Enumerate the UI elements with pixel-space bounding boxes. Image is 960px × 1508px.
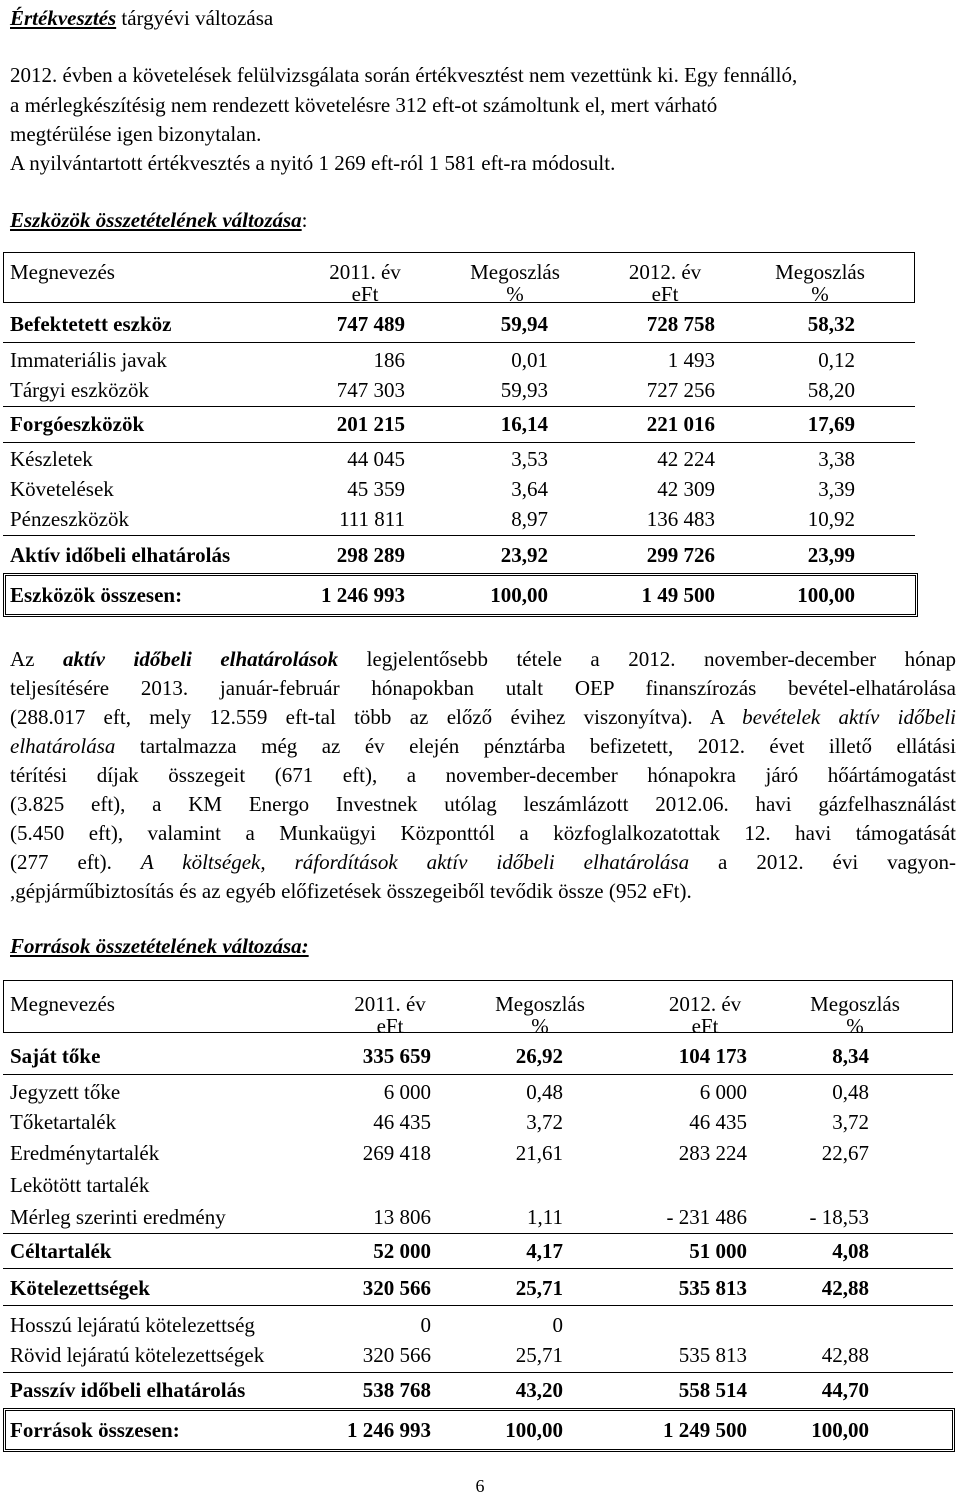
row-value-2011: 44 045	[347, 447, 405, 471]
row-share-2012: 22,67	[821, 1141, 869, 1165]
assets-header-2012: 2012. év	[628, 260, 702, 284]
table-row	[0, 1202, 960, 1232]
table-row	[0, 1375, 960, 1405]
row-value-2011: 335 659	[362, 1044, 431, 1068]
table-row	[0, 375, 960, 405]
row-label: Céltartalék	[10, 1239, 112, 1263]
accrual-line-5: térítési díjak összegeit (671 eft), a november-december hónapokra járó hőártámogatást	[10, 763, 956, 787]
assets-header-2011: 2011. év	[329, 260, 401, 284]
row-value-2012: 104 173	[678, 1044, 747, 1068]
row-share-2012: 0,12	[818, 348, 855, 372]
row-share-2012: 3,38	[818, 447, 855, 471]
row-value-2011: 111 811	[339, 507, 405, 531]
sources-title: Források összetételének változása:	[10, 934, 309, 958]
row-share-2011: 23,92	[500, 543, 548, 567]
assets-header-2012-unit: eFt	[651, 282, 679, 306]
table-row	[0, 444, 960, 474]
row-value-2011: 320 566	[362, 1343, 431, 1367]
assets-header-share-2012-unit: %	[811, 282, 829, 306]
row-value-2012: 46 435	[689, 1110, 747, 1134]
row-value-2011: 201 215	[336, 412, 405, 436]
row-share-2011: 100,00	[505, 1418, 563, 1442]
row-label: Aktív időbeli elhatárolás	[10, 543, 231, 567]
row-divider	[3, 1372, 953, 1373]
row-value-2011: 0	[420, 1313, 431, 1337]
assets-header-top-border	[3, 252, 915, 253]
row-label: Készletek	[10, 447, 93, 471]
row-share-2012: 0,48	[832, 1080, 869, 1104]
assets-title: Eszközök összetételének változása	[10, 208, 302, 232]
accrual-l3-emphasis: bevételek aktív időbeli	[742, 705, 956, 729]
row-value-2012: - 231 486	[666, 1205, 747, 1229]
impairment-line-1: 2012. évben a követelések felülvizsgálata során értékvesztést nem vezettünk ki. Egy fennálló,	[10, 63, 798, 87]
row-label: Rövid lejáratú kötelezettségek	[10, 1343, 265, 1367]
row-label: Befektetett eszköz	[10, 312, 172, 336]
row-divider	[3, 342, 915, 343]
row-value-2012: 1 249 500	[663, 1418, 747, 1442]
accrual-l4-b: tartalmazza még az év elején pénztárba befizetett, 2012. évet illető ellátási	[115, 734, 956, 758]
row-share-2012: 4,08	[832, 1239, 869, 1263]
impairment-line-4: A nyilvántartott értékvesztés a nyitó 1 269 eft-ról 1 581 eft-ra módosult.	[10, 151, 616, 175]
impairment-line-2: a mérlegkészítésig nem rendezett követelésre 312 eft-ot számoltunk el, mert várható	[10, 93, 718, 117]
table-row	[0, 1107, 960, 1137]
impairment-title-emphasis: Értékvesztés	[10, 6, 117, 30]
row-value-2011: 52 000	[373, 1239, 431, 1263]
row-divider	[3, 1233, 953, 1234]
row-label: Forgóeszközök	[10, 412, 145, 436]
row-label: Kötelezettségek	[10, 1276, 150, 1300]
row-value-2012: 51 000	[689, 1239, 747, 1263]
row-value-2011: 46 435	[373, 1110, 431, 1134]
table-row-total	[0, 580, 960, 610]
row-value-2011: 747 303	[336, 378, 405, 402]
row-value-2011: 298 289	[336, 543, 405, 567]
row-share-2011: 0,48	[526, 1080, 563, 1104]
row-value-2012: 42 224	[657, 447, 715, 471]
row-value-2012: 221 016	[646, 412, 715, 436]
row-value-2011: 186	[373, 348, 405, 372]
row-label: Tárgyi eszközök	[10, 378, 149, 402]
row-label: Lekötött tartalék	[10, 1173, 150, 1197]
row-share-2011: 16,14	[500, 412, 548, 436]
row-value-2012: 283 224	[678, 1141, 747, 1165]
assets-header-left-border	[3, 252, 4, 302]
row-share-2011: 1,11	[527, 1205, 563, 1229]
sources-header-top-border	[3, 980, 953, 981]
impairment-title-rest: tárgyévi változása	[116, 6, 274, 30]
accrual-l8-a: (277 eft).	[10, 850, 141, 874]
row-value-2012: 728 758	[646, 312, 715, 336]
table-row	[0, 1340, 960, 1370]
accrual-l1-c: legjelentősebb tétele a 2012. november-december hónap	[338, 647, 956, 671]
row-label: Mérleg szerinti eredmény	[10, 1205, 226, 1229]
row-label: Tőketartalék	[10, 1110, 117, 1134]
row-share-2012: 100,00	[811, 1418, 869, 1442]
row-value-2011: 538 768	[362, 1378, 431, 1402]
row-share-2012: 3,39	[818, 477, 855, 501]
row-value-2012: 727 256	[646, 378, 715, 402]
table-row	[0, 1138, 960, 1168]
row-value-2011: 320 566	[362, 1276, 431, 1300]
accrual-l1-a: Az	[10, 647, 63, 671]
row-divider	[3, 442, 915, 443]
section-title-sources	[10, 931, 309, 961]
row-share-2012: 17,69	[807, 412, 855, 436]
row-label: Követelések	[10, 477, 114, 501]
row-divider	[3, 535, 915, 536]
row-share-2011: 0,01	[511, 348, 548, 372]
row-value-2011: 45 359	[347, 477, 405, 501]
row-share-2011: 3,53	[511, 447, 548, 471]
sources-header-right-border	[952, 980, 953, 1032]
row-label: Hosszú lejáratú kötelezettség	[10, 1313, 255, 1337]
row-share-2011: 59,94	[500, 312, 548, 336]
assets-header-share-2011: Megoszlás	[470, 260, 560, 284]
assets-header-2011-unit: eFt	[351, 282, 379, 306]
row-share-2012: 42,88	[821, 1276, 869, 1300]
sources-header-left-border	[3, 980, 4, 1032]
table-row	[0, 504, 960, 534]
table-row	[0, 1077, 960, 1107]
row-share-2012: 8,34	[832, 1044, 869, 1068]
assets-header-share-2011-unit: %	[506, 282, 524, 306]
section-title-impairment	[10, 3, 273, 33]
row-share-2011: 3,64	[511, 477, 548, 501]
row-divider	[3, 406, 915, 407]
row-share-2011: 100,00	[490, 583, 548, 607]
row-label: Immateriális javak	[10, 348, 167, 372]
accrual-line-1	[10, 644, 956, 674]
table-row-total	[0, 1415, 960, 1445]
accrual-l4-emphasis: elhatárolása	[10, 734, 116, 758]
row-divider	[3, 1305, 953, 1306]
row-share-2011: 8,97	[511, 507, 548, 531]
table-row	[0, 1273, 960, 1303]
assets-header-right-border	[914, 252, 915, 302]
accrual-l3-a: (288.017 eft, mely 12.559 eft-tal több az előző évihez viszonyítva). A	[10, 705, 743, 729]
row-share-2011: 26,92	[515, 1044, 563, 1068]
row-share-2011: 25,71	[515, 1276, 563, 1300]
row-value-2012: 558 514	[678, 1378, 747, 1402]
sources-header-2011: 2011. év	[354, 992, 426, 1016]
page-number: 6	[475, 1476, 485, 1496]
assets-header-share-2012: Megoszlás	[775, 260, 865, 284]
table-row	[0, 1041, 960, 1071]
row-label: Pénzeszközök	[10, 507, 129, 531]
sources-header-2011-unit: eFt	[376, 1014, 404, 1038]
section-title-assets	[10, 205, 308, 235]
sources-header-2012-unit: eFt	[691, 1014, 719, 1038]
sources-header-share-2011-unit: %	[531, 1014, 549, 1038]
table-row	[0, 1310, 960, 1340]
row-label: Saját tőke	[10, 1044, 101, 1068]
row-share-2012: 44,70	[821, 1378, 869, 1402]
row-label: Jegyzett tőke	[10, 1080, 121, 1104]
accrual-line-8	[10, 847, 956, 877]
row-share-2011: 59,93	[500, 378, 548, 402]
sources-header-name: Megnevezés	[10, 992, 115, 1016]
accrual-line-6: (3.825 eft), a KM Energo Investnek utólag leszámlázott 2012.06. havi gázfelhasználást	[10, 792, 956, 816]
row-label: Eredménytartalék	[10, 1141, 160, 1165]
row-divider	[3, 1074, 953, 1075]
accrual-line-3	[10, 702, 956, 732]
table-row	[0, 309, 960, 339]
row-share-2012: 58,20	[807, 378, 855, 402]
row-value-2012: 535 813	[678, 1343, 747, 1367]
accrual-line-4	[10, 731, 956, 761]
sources-header-share-2012-unit: %	[846, 1014, 864, 1038]
row-share-2011: 43,20	[515, 1378, 563, 1402]
row-value-2012: 6 000	[699, 1080, 747, 1104]
row-value-2011: 13 806	[373, 1205, 431, 1229]
row-share-2011: 25,71	[515, 1343, 563, 1367]
row-value-2011: 1 246 993	[347, 1418, 431, 1442]
row-share-2012: 10,92	[807, 507, 855, 531]
row-share-2011: 0	[552, 1313, 563, 1337]
sources-header-share-2011: Megoszlás	[495, 992, 585, 1016]
accrual-line-9: ,gépjárműbiztosítás és az egyéb előfizetések összegeiből tevődik össze (952 eFt).	[10, 879, 692, 903]
row-value-2012: 299 726	[646, 543, 715, 567]
row-share-2011: 4,17	[526, 1239, 563, 1263]
row-share-2011: 21,61	[515, 1141, 563, 1165]
row-value-2011: 6 000	[383, 1080, 431, 1104]
table-row	[0, 345, 960, 375]
sources-header-share-2012: Megoszlás	[810, 992, 900, 1016]
row-divider	[3, 1268, 953, 1269]
accrual-l8-emphasis: A költségek, ráfordítások aktív időbeli elhatárolása	[140, 850, 690, 874]
row-share-2011: 3,72	[526, 1110, 563, 1134]
accrual-line-2: teljesítésére 2013. január-február hónapokban utalt OEP finanszírozás bevétel-elhatárolása	[10, 676, 956, 700]
table-row	[0, 409, 960, 439]
row-share-2012: 23,99	[807, 543, 855, 567]
row-share-2012: 3,72	[832, 1110, 869, 1134]
row-label: Források összesen:	[10, 1418, 180, 1442]
row-share-2012: 100,00	[797, 583, 855, 607]
row-value-2011: 269 418	[362, 1141, 431, 1165]
row-label: Passzív időbeli elhatárolás	[10, 1378, 246, 1402]
assets-header-name: Megnevezés	[10, 260, 115, 284]
row-value-2012: 535 813	[678, 1276, 747, 1300]
impairment-line-3: megtérülése igen bizonytalan.	[10, 122, 262, 146]
sources-header-2012: 2012. év	[668, 992, 742, 1016]
row-value-2012: 1 493	[667, 348, 715, 372]
table-row	[0, 474, 960, 504]
row-value-2012: 136 483	[646, 507, 715, 531]
accrual-l1-emphasis: aktív időbeli elhatárolások	[63, 647, 339, 671]
row-value-2012: 42 309	[657, 477, 715, 501]
assets-title-suffix: :	[301, 208, 308, 232]
accrual-line-7: (5.450 eft), valamint a Munkaügyi Központtól a közfoglalkozatottak 12. havi támogatását	[10, 821, 956, 845]
row-share-2012: 58,32	[807, 312, 855, 336]
accrual-l8-c: a 2012. évi vagyon-	[689, 850, 956, 874]
table-row	[0, 540, 960, 570]
row-label: Eszközök összesen:	[10, 583, 183, 607]
table-row	[0, 1236, 960, 1266]
table-row	[0, 1170, 960, 1200]
row-value-2012: 1 49 500	[641, 583, 715, 607]
row-share-2012: - 18,53	[809, 1205, 869, 1229]
row-value-2011: 747 489	[336, 312, 405, 336]
row-share-2012: 42,88	[821, 1343, 869, 1367]
row-value-2011: 1 246 993	[321, 583, 405, 607]
